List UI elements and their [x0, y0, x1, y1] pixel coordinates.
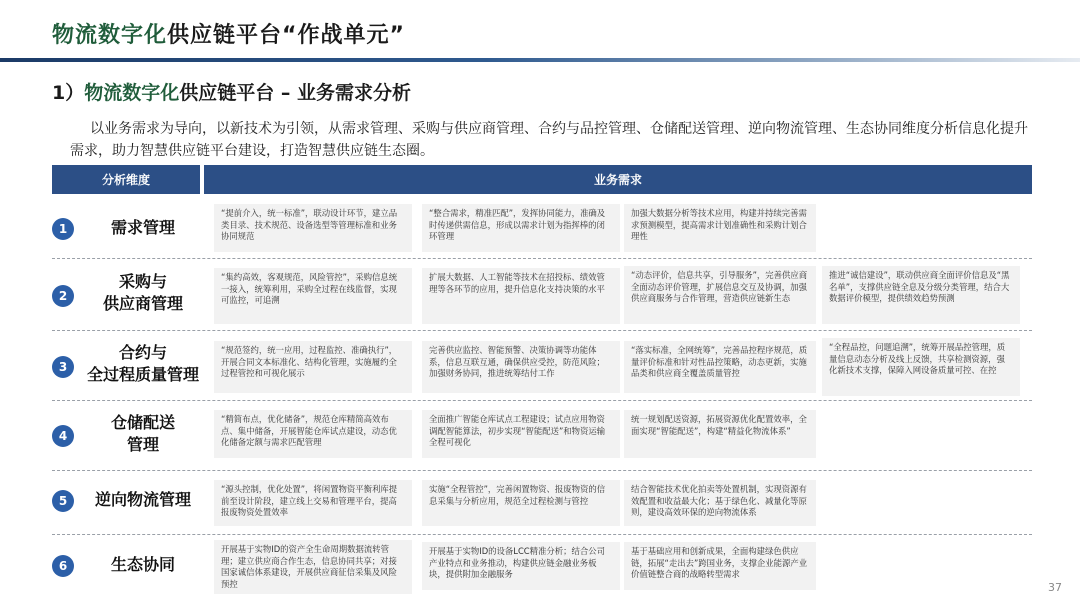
- header-requirements: 业务需求: [204, 165, 1032, 194]
- row-divider: [52, 330, 1032, 331]
- requirement-card: “动态评价，信息共享，引导服务”，完善供应商全面动态评价管理，扩展信息交互及协调，加强供应商服务与合作管理，营造供应链新生态: [624, 266, 816, 324]
- requirement-card: 完善供应监控、智能预警、决策协调等功能体系，信息互联互通，确保供应受控，防范风险；加强财务协同，推进统筹结付工作: [422, 341, 620, 393]
- row-number-badge: 2: [52, 285, 74, 307]
- table-row: [52, 540, 1032, 596]
- row-divider: [52, 470, 1032, 471]
- requirement-card: 开展基于实物ID的设备LCC精准分析；结合公司产业特点和业务推动，构建供应链金融业务板块，提供附加金融服务: [422, 542, 620, 590]
- intro-paragraph: 以业务需求为导向，以新技术为引领，从需求管理、采购与供应商管理、合约与品控管理、仓储配送管理、逆向物流管理、生态协同维度分析信息化提升需求，助力智慧供应链平台建设，打造智慧供应链生态圈。: [70, 121, 1028, 159]
- table-row: [52, 408, 1032, 464]
- table-header: [52, 165, 1032, 194]
- requirement-card: 实施“全程管控”，完善闲置物资、报废物资的信息采集与分析应用，规范全过程检测与管控: [422, 480, 620, 526]
- dimension-label: 仓储配送 管理: [110, 413, 175, 454]
- requirement-card: 全面推广智能仓库试点工程建设；试点应用物资调配智能算法，初步实现“智能配送”和物资运输全程可视化: [422, 410, 620, 458]
- requirement-card: “精简布点，优化储备”，规范仓库精简高效布点、集中储备，开展智能仓库试点建设，动态优化储备定额与需求匹配管理: [214, 410, 412, 458]
- requirement-card: “集约高效，客观规范，风险管控”，采购信息统一接入，统筹利用，采购全过程在线监督，实现可监控，可追溯: [214, 268, 412, 324]
- page-number: 37: [1048, 581, 1062, 594]
- requirement-card: “落实标准，全网统筹”，完善品控程序规范，质量评价标准和针对性品控策略，动态更新，实施品类和供应商全覆盖质量管控: [624, 341, 816, 393]
- table-row: [52, 266, 1032, 326]
- requirement-card: “整合需求，精准匹配”，发挥协同能力，准确及时传递供需信息，形成以需求计划为指挥棒的闭环管理: [422, 204, 620, 252]
- requirement-card: “规范签约，统一应用，过程监控、准确执行”，开展合同文本标准化、结构化管理，实施履约全过程管控和可视化展示: [214, 341, 412, 393]
- requirement-card: 扩展大数据、人工智能等技术在招投标、绩效管理等各环节的应用，提升信息化支持决策的水平: [422, 268, 620, 324]
- requirement-card: 加强大数据分析等技术应用，构建并持续完善需求预测模型，提高需求计划准确性和采购计划合理性: [624, 204, 816, 252]
- dimension-label: 采购与 供应商管理: [102, 272, 183, 313]
- section-title: 1）物流数字化供应链平台 – 业务需求分析: [52, 82, 411, 104]
- page-title: 物流数字化供应链平台“作战单元”: [52, 23, 405, 48]
- row-number-badge: 1: [52, 218, 74, 240]
- table-row: [52, 338, 1032, 396]
- dimension-label: 逆向物流管理: [94, 490, 191, 509]
- row-number-badge: 5: [52, 490, 74, 512]
- dimension-label: 需求管理: [110, 218, 175, 237]
- requirement-card: 结合智能技术优化拍卖等处置机制，实现资源有效配置和收益最大化；基于绿色化、减量化等原则，建设高效环保的逆向物流体系: [624, 480, 816, 526]
- requirement-card: 基于基础应用和创新成果，全面构建绿色供应链，拓展“走出去”跨国业务，支撑企业能源产业价值链整合商的战略转型需求: [624, 542, 816, 590]
- dimension-label: 生态协同: [110, 555, 175, 574]
- row-number-badge: 3: [52, 356, 74, 378]
- requirement-card: 推进“诚信建设”，联动供应商全面评价信息及“黑名单”，支撑供应链全息及分级分类管理，结合大数据评价模型，提供绩效趋势预测: [822, 266, 1020, 324]
- row-number-badge: 4: [52, 425, 74, 447]
- table-row: [52, 204, 1032, 254]
- requirement-card: 开展基于实物ID的资产全生命周期数据流转管理；建立供应商合作生态，信息协同共享；对接国家诚信体系建设，开展供应商征信采集及风险预控: [214, 540, 412, 594]
- title-bar: [0, 0, 1080, 62]
- row-divider: [52, 534, 1032, 535]
- title-divider: [0, 58, 1080, 62]
- table-row: [52, 478, 1032, 528]
- header-dimension: 分析维度: [52, 165, 200, 194]
- requirement-card: “提前介入，统一标准”，联动设计环节，建立品类目录、技术规范、设备选型等管理标准和业务协同规范: [214, 204, 412, 252]
- requirement-card: “全程品控，问题追溯”，统筹开展品控管理，质量信息动态分析及线上反馈，共享检测资源，强化新技术支撑，保障入网设备质量可控、在控: [822, 338, 1020, 396]
- row-divider: [52, 258, 1032, 259]
- dimension-label: 合约与 全过程质量管理: [86, 343, 199, 384]
- requirement-card: 统一规划配送资源，拓展资源优化配置效率，全面实现“智能配送”，构建“精益化物流体系”: [624, 410, 816, 458]
- requirement-card: “源头控制，优化处置”，将闲置物资平衡利库提前至设计阶段，建立线上交易和管理平台，提高报废物资处置效率: [214, 480, 412, 526]
- row-divider: [52, 400, 1032, 401]
- row-number-badge: 6: [52, 555, 74, 577]
